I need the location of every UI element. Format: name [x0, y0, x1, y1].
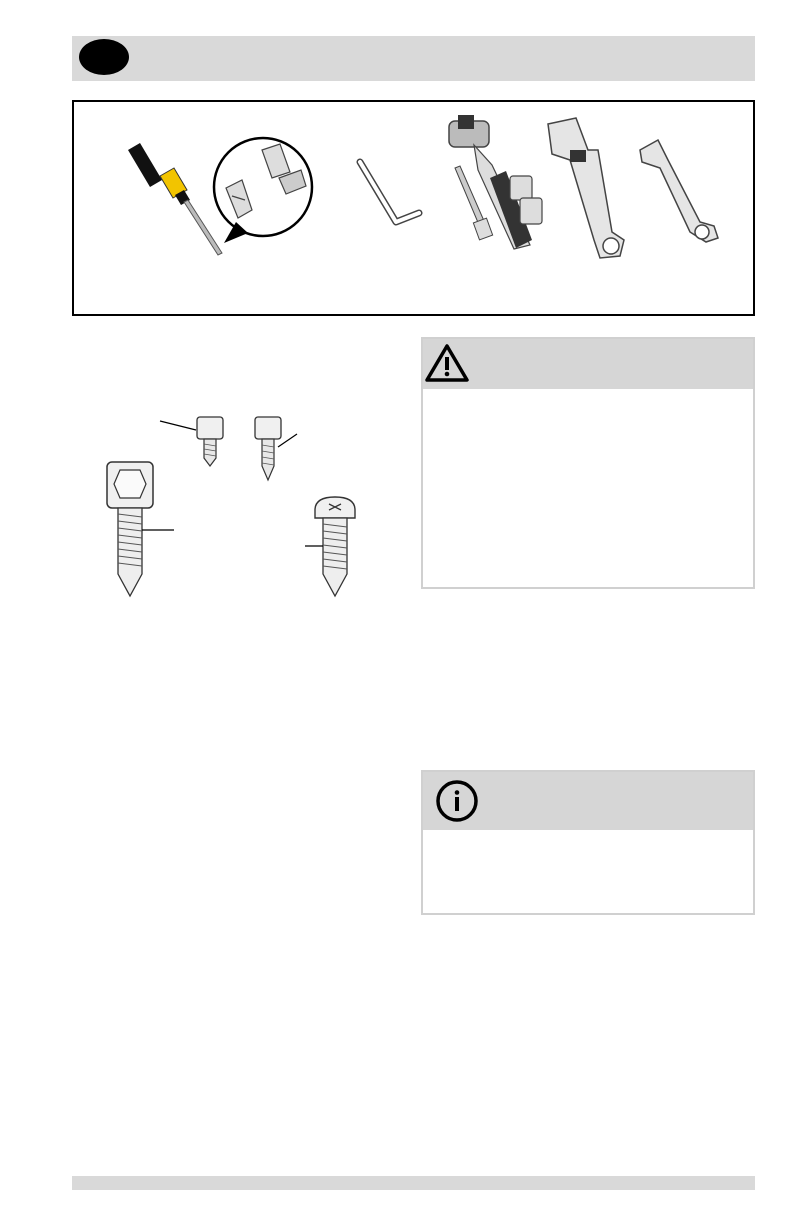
info-callout — [421, 770, 755, 915]
screwdriver-bits-icon — [214, 138, 312, 243]
ratchet-socket-set-icon — [449, 115, 542, 249]
warning-triangle-icon — [425, 343, 469, 383]
combination-wrench-icon — [640, 140, 718, 242]
hex-key-icon — [360, 162, 419, 222]
footer-band — [72, 1176, 755, 1190]
warning-callout — [421, 337, 755, 589]
info-callout-header — [423, 772, 753, 830]
adjustable-wrench-icon — [548, 118, 624, 258]
small-hex-bolt-icon — [160, 417, 223, 466]
warning-callout-header — [423, 339, 753, 389]
info-circle-icon — [435, 779, 479, 823]
small-hex-screw-icon — [255, 417, 297, 480]
large-hex-lag-bolt-icon — [107, 462, 174, 596]
phillips-pan-screw-icon — [305, 497, 355, 596]
screwdriver-icon — [128, 143, 222, 255]
